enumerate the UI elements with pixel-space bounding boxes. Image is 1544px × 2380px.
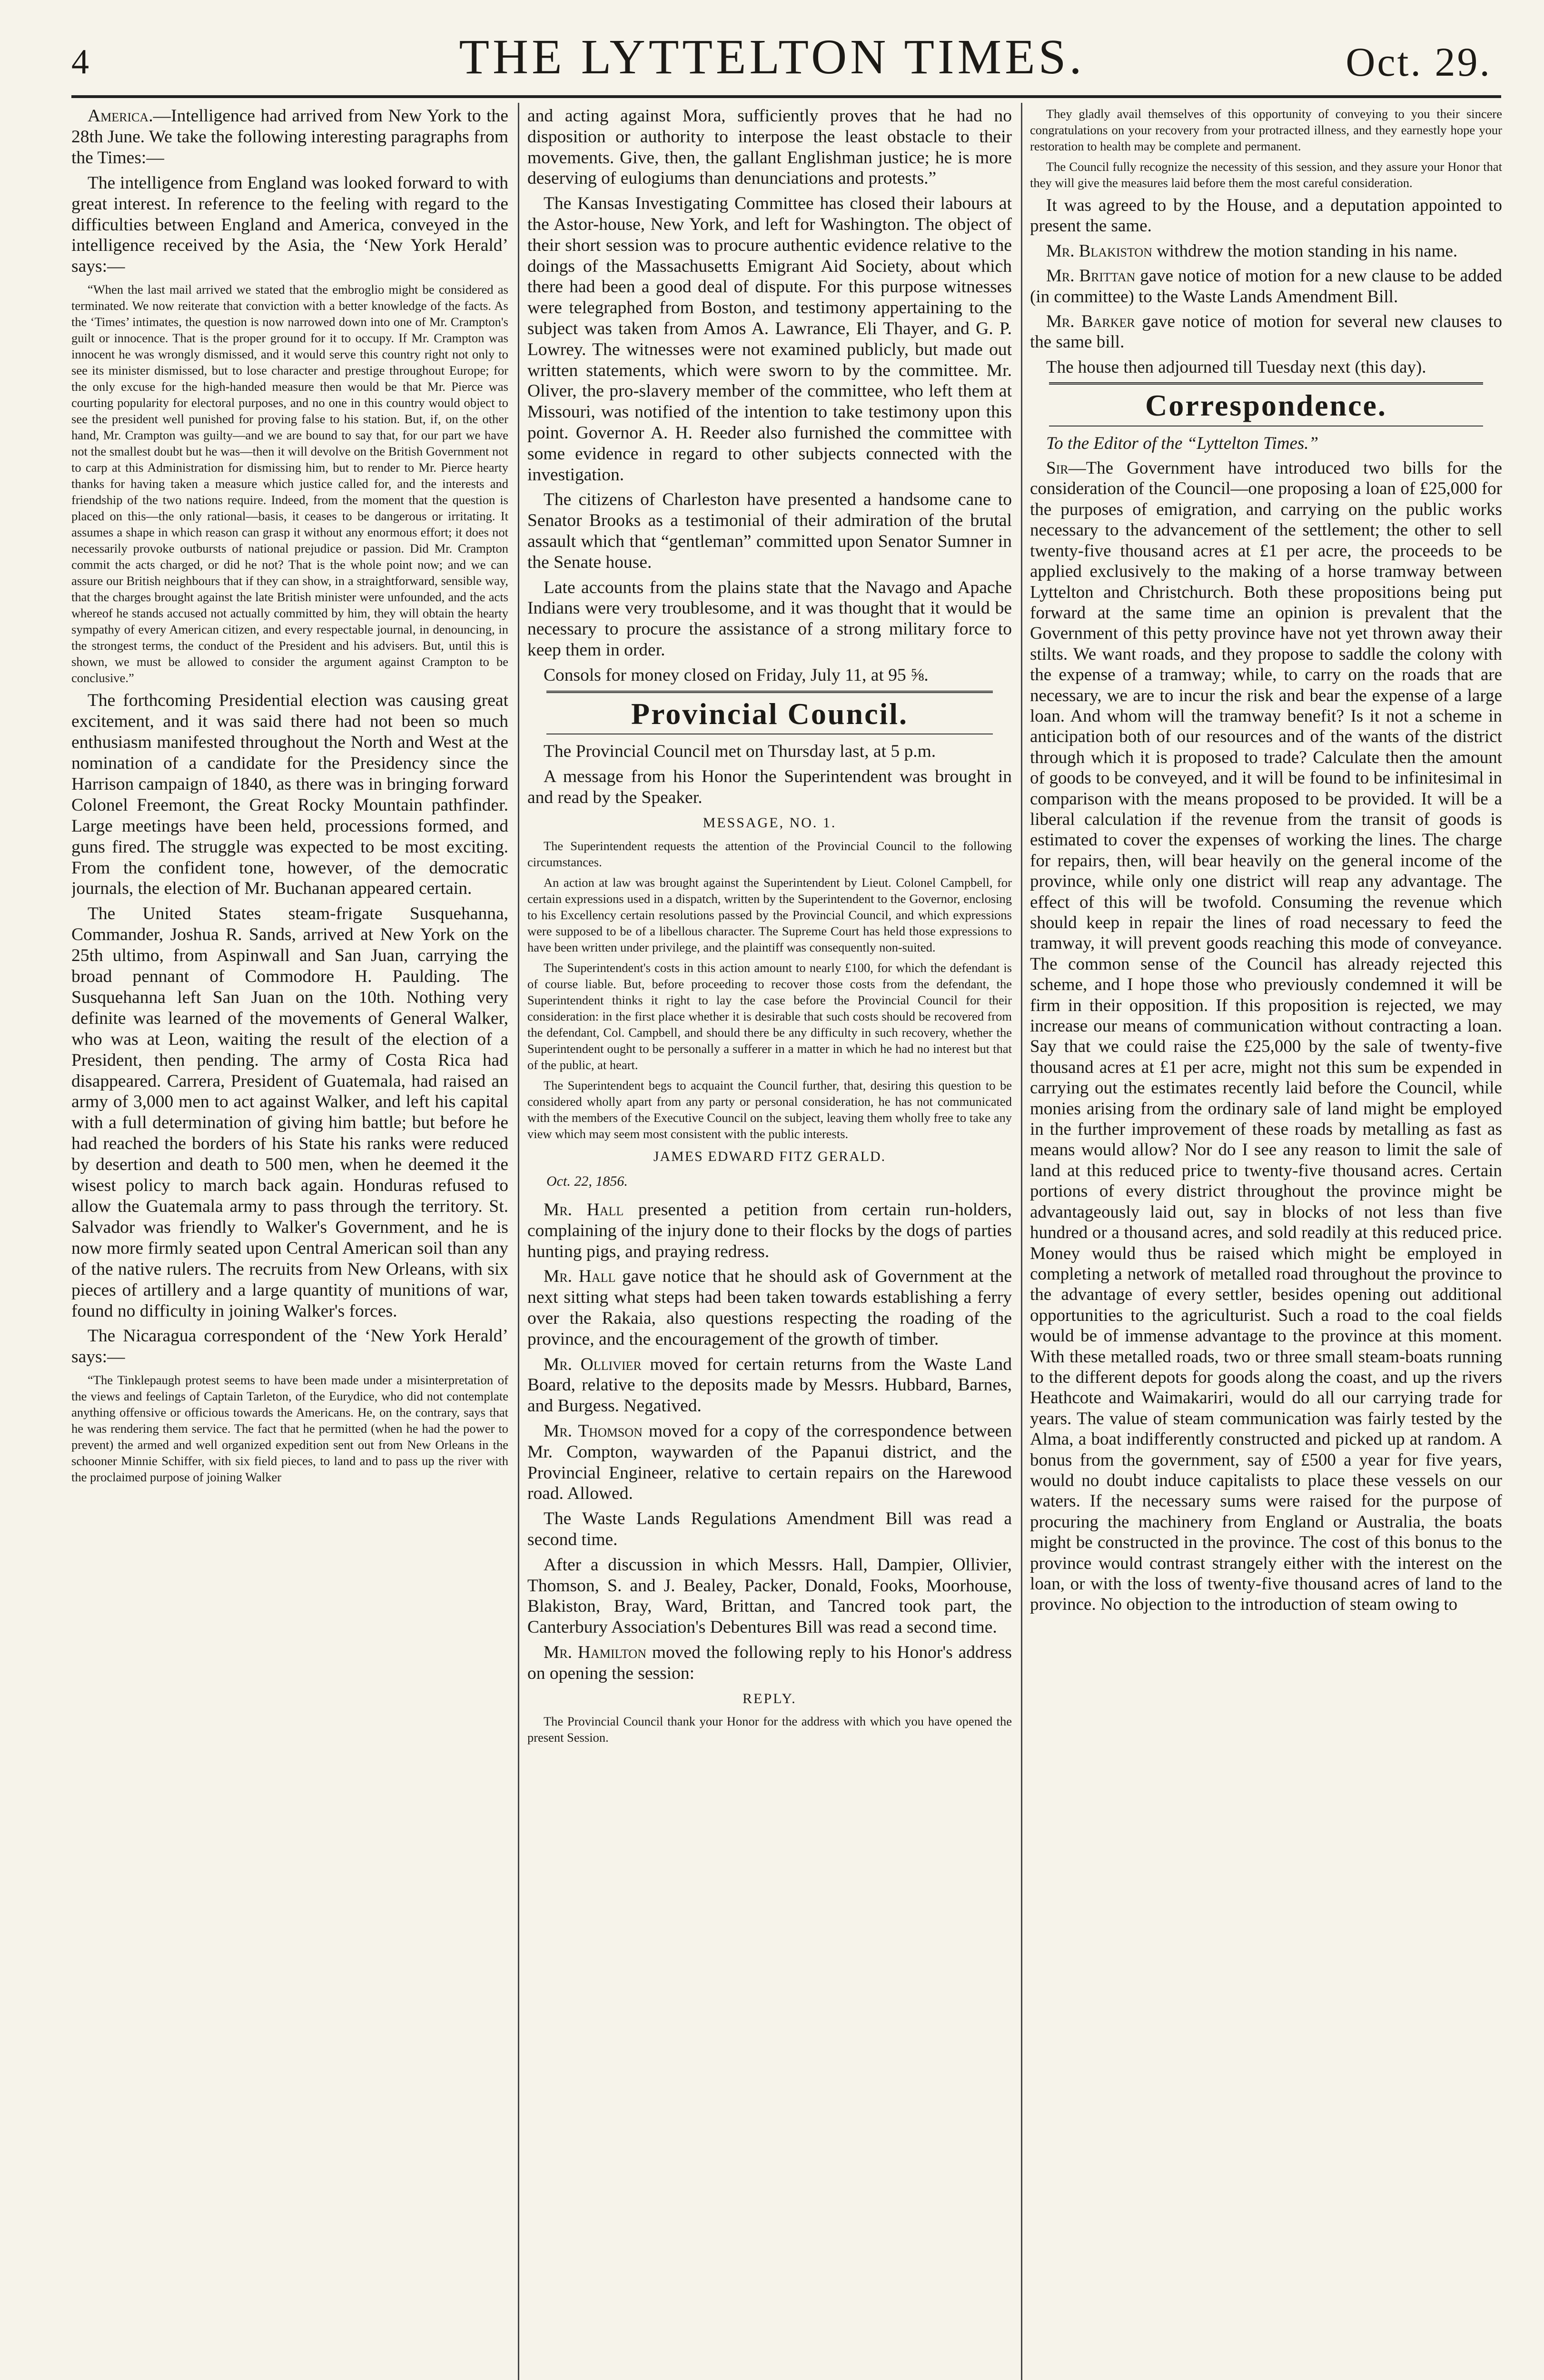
reply-label: REPLY. [742, 1690, 797, 1706]
column-2 [527, 106, 1012, 2380]
message-signature: JAMES EDWARD FITZ GERALD. [653, 1148, 886, 1164]
member-name: Mr. Hall [544, 1200, 624, 1220]
section-heading-text: Provincial Council. [631, 696, 909, 731]
article-paragraph: The intelligence from England was looked forward to with great interest. In reference to the feeling with regard to the difficulties between England and America, conveyed in the intelligence received by the Asia, the ‘New York Herald’ says:— [71, 173, 508, 277]
reply-paragraph: The Provincial Council thank your Honor for the address with which you have opened the present Session. [527, 1714, 1012, 1745]
article-paragraph [527, 1421, 1012, 1504]
paragraph-text: gave notice of motion for several new clauses to the same bill. [1030, 312, 1502, 352]
paragraph-text: gave notice that he should ask of Government at the next sitting what steps had been taken towards establishing a ferry over the Rakaia, also questions respecting the roading of the province, and the encouragement of the growth of timber. [527, 1267, 1012, 1349]
section-heading-correspondence [1030, 388, 1502, 423]
paragraph-text: —Intelligence had arrived from New York to the 28th June. We take the following interesting paragraphs from the Times:— [71, 106, 508, 168]
column-3 [1030, 106, 1502, 2380]
masthead-title: THE LYTTELTON TIMES. [459, 30, 1085, 84]
article-paragraph: and acting against Mora, sufficiently proves that he had no disposition or authority to interpose the least obstacle to their movements. Give, then, the gallant Englishman justice; he is more deserving of eulogiums than denunciations and protests.” [527, 106, 1012, 188]
member-name: Mr. Brittan [1046, 266, 1136, 286]
issue-date: Oct. 29. [1346, 39, 1492, 85]
article-paragraph: The forthcoming Presidential election was causing great excitement, and it was said there had not been so much enthusiasm manifested throughout the North and West at the nomination of a candidate for the Presidency since the Harrison campaign of 1840, as there was in bringing forward Colonel Freemont, the Great Rocky Mountain pathfinder. Large meetings have been held, processions formed, and guns fired. The struggle was expected to be most exciting. From the confident tone, however, of the democratic journals, the election of Mr. Buchanan appeared certain. [71, 691, 508, 899]
article-paragraph [71, 106, 508, 169]
letter-sir: Sir [1046, 458, 1069, 478]
member-name: Mr. Hall [544, 1267, 616, 1287]
section-heading-provincial-council [527, 696, 1012, 731]
section-heading-text: Correspondence. [1145, 388, 1387, 423]
article-paragraph [527, 1200, 1012, 1262]
letter-salutation: To the Editor of the “Lyttelton Times.” [1046, 433, 1319, 453]
article-paragraph: The Kansas Investigating Committee has closed their labours at the Astor-house, New York, and left for Washington. The object of their short session was to procure authentic evidence relative to the doings of the Massachusetts Emigrant Aid Society, about which there had been a good deal of dispute. For this purpose witnesses were telegraphed from Boston, and testimony appertaining to the subject was taken from Amos A. Lawrance, Eli Thayer, and G. P. Lowrey. The witnesses were not examined publicly, but made out written statements, which were sworn to by the committee. Mr. Oliver, the pro-slavery member of the committee, who left them at Missouri, was notified of the intention to take testimony upon this point. Governor A. H. Reeder also furnished the committee with some evidence in regard to other subjects connected with the investigation. [527, 194, 1012, 485]
article-paragraph [527, 1354, 1012, 1417]
paragraph-text: —The Government have introduced two bills for the consideration of the Council—one proposing a loan of £25,000 for the purposes of emigration, and carrying on the public works necessary to the advancement of the settlement; the other to sell twenty-five thousand acres at £1 per acre, the proceeds to be applied exclusively to the making of a horse tramway between Lyttelton and Christchurch. Both these propositions being put forward at the same time an opinion is prevalent that the Government of this petty province have not yet thrown away their stilts. We want roads, and they propose to saddle the colony with the expense of a tramway; while, to carry on the roads that are necessary, we are to incur the risk and bear the expense of a large loan. And whom will the tramway benefit? Is it not a scheme in anticipation both of our resources and of the wants of the district through which it is proposed to trade? Calculate then the amount of goods to be conveyed, and it will be found to be infinitesimal in comparison with the means proposed to be provided. It will be a liberal calculation if the revenue from the transit of goods is estimated to cover the expenses of working the lines. The charge for repairs, then, will bear heavily on the general income of the province, while only one district will reap any advantage. The effect of this will be twofold. Consuming the revenue which should keep in repair the lines of road necessary to feed the tramway, it will prevent goods reaching this mode of conveyance. The common sense of the Council has already rejected this scheme, and I hope those who previously condemned it will be firm in their opposition. If this proposition is rejected, we may increase our means of communication without contracting a loan. Say that we could raise the £25,000 by the sale of twenty-five thousand acres at £1 per acre, might not this sum be expended in carrying out the estimates recently laid before the Council, while monies arising from the ordinary sale of land might be employed in the further improvement of these roads by metalling as fast as means would allow? Nor do I see any reason to limit the sale of land at this reduced price to twenty-five thousand acres. Certain portions of every district throughout the province might be advantageously laid out, say in blocks of not less than five hundred or a thousand acres, and sold readily at this reduced price. Money would thus be raised which might be employed in completing a network of metalled road throughout the province to the advantage of every settler, besides opening out additional opportunities to the agriculturist. Such a road to the coal fields would be of immense advantage to the province at this moment. With these metalled roads, two or three small steam-boats running to the different depots for goods along the coast, and up the rivers Heathcote and Waimakariri, would do all our carrying trade for years. The value of steam communication was fairly tested by the Alma, a boat indifferently constructed and picked up at random. A bonus from the government, say of £500 a year for five years, would no doubt induce capitalists to place these vessels on our waters. If the necessary sums were raised for the purpose of procuring the machinery from England or Australia, the boats might be constructed in the province. The cost of this bonus to the province would contrast strangely either with the interest on the loan, or with the loss of twenty-five thousand acres of land to the province. No objection to the introduction of steam owing to [1030, 458, 1502, 1615]
article-paragraph [527, 1642, 1012, 1684]
header-rule [71, 95, 1501, 98]
message-paragraph: The Superintendent's costs in this action amount to nearly £100, for which the defendant is of course liable. But, before proceeding to recover those costs from the defendant, the Superintendent thinks it right to lay the case before the Provincial Council for their consideration: in the first place whether it is desirable that such costs should be recovered from the defendant, Col. Campbell, and should there be any difficulty in such recovery, whether the Superintendent ought to be personally a sufferer in a matter in which he had no interest but that of the public, at heart. [527, 960, 1012, 1072]
column-divider [1021, 103, 1022, 2380]
article-paragraph [1030, 241, 1502, 261]
section-rule [1049, 382, 1483, 385]
member-name: Mr. Thomson [544, 1421, 643, 1441]
member-name: Mr. Hamilton [544, 1643, 646, 1663]
letter-body [1030, 458, 1502, 1615]
article-paragraph: The Nicaragua correspondent of the ‘New York Herald’ says:— [71, 1326, 508, 1367]
article-paragraph [527, 1266, 1012, 1349]
page-number: 4 [71, 42, 89, 81]
message-paragraph: The Superintendent requests the attention of the Provincial Council to the following circumstances. [527, 838, 1012, 869]
paragraph-text: moved for a copy of the correspondence between Mr. Compton, waywarden of the Papanui district, and the Provincial Engineer, relative to certain repairs on the Harewood road. Allowed. [527, 1421, 1012, 1504]
column-divider [518, 103, 519, 2380]
article-paragraph: Consols for money closed on Friday, July 11, at 95 ⅝. [544, 665, 929, 685]
section-lead-word: America. [88, 106, 153, 126]
article-paragraph: The United States steam-frigate Susquehanna, Commander, Joshua R. Sands, arrived at New York on the 25th ultimo, from Aspinwall and San Juan, carrying the broad pennant of Commodore H. Paulding. The Susquehanna left San Juan on the 10th. Nothing very definite was learned of the movements of General Walker, who was at Leon, waiting the result of the election of a President, then pending. The army of Costa Rica had disappeared. Carrera, President of Guatemala, had raised an army of 3,000 men to act against Walker, and left his capital with a full determination of giving him battle; but before he had reached the borders of his State his ranks were reduced by desertion and death to 500 men, when he deemed it the wisest policy to march back again. Honduras refused to allow the Guatemala army to pass through the territory. St. Salvador was friendly to Walker's Government, and he is now more firmly seated upon Central American soil than any of the native rulers. The recruits from New Orleans, with six pieces of artillery and a large quantity of munitions of war, found no difficulty in joining Walker's forces. [71, 904, 508, 1321]
paragraph-text: moved the following reply to his Honor's address on opening the session: [527, 1643, 1012, 1683]
article-paragraph [1030, 266, 1502, 307]
message-paragraph: An action at law was brought against the Superintendent by Lieut. Colonel Campbell, for certain expressions used in a dispatch, written by the Superintendent to the Governor, enclosing to his Excellency certain resolutions passed by the Provincial Council, and which expressions were supposed to be of a libellous character. The Supreme Court has held those expressions to have been written under privilege, and the plaintiff was consequently non-suited. [527, 875, 1012, 954]
message-label: MESSAGE, NO. 1. [703, 814, 837, 831]
article-paragraph: A message from his Honor the Superintendent was brought in and read by the Speaker. [527, 767, 1012, 807]
page-header [0, 0, 1544, 85]
quoted-extract: “The Tinklepaugh protest seems to have been made under a misinterpretation of the views and feelings of Captain Tarleton, of the Eurydice, who did not contemplate anything offensive or officious towards the Americans. He, on the contrary, says that he was rendering them service. The fact that he permitted (when he had the power to prevent) the armed and well organized expedition sent out from New Orleans in the schooner Minnie Schiffer, with six field pieces, to land and to pass up the river with the proclaimed purpose of joining Walker [71, 1373, 508, 1485]
paragraph-text: withdrew the motion standing in his name. [1152, 241, 1458, 261]
reply-paragraph: They gladly avail themselves of this opportunity of conveying to you their sincere congratulations on your recovery from your protracted illness, and they earnestly hope your restoration to health may be complete and permanent. [1030, 107, 1502, 153]
quoted-extract: “When the last mail arrived we stated that the embroglio might be considered as terminated. We now reiterate that conviction with a better knowledge of the facts. As the ‘Times’ intimates, the question is now narrowed down into one of Mr. Crampton's guilt or innocence. That is the proper ground for it to occupy. If Mr. Crampton was innocent he was wrongly dismissed, and it would serve this country right not only to see its minister dismissed, but to lose character and prestige throughout Europe; for the only excuse for the high-handed measure then would be that Mr. Pierce was courting popularity for electoral purposes, and no one in this country would object to see the president well punished for proving false to his station. But, if, on the other hand, Mr. Crampton was guilty—and we are bound to say that, for our part we have not the smallest doubt but he was—then it will devolve on the British Government not to carp at this Administration for dismissing him, but to render to Mr. Pierce hearty thanks for having taken a measure which justice called for, and the interests and friendship of the two nations require. Indeed, from the moment that the question is placed on this—the only rational—basis, it ceases to be dangerous or irritating. It assumes a shape in which reason can grasp it without any enormous effort; it does not necessarily provoke outbursts of national prejudice or passion. Did Mr. Crampton commit the acts charged, or did he not? That is the whole point now; and we can assure our British neighbours that if they can show, in a straightforward, sensible way, that the charges brought against the late British minister were unfounded, and the acts whereof he stands accused not actually committed by him, they will obtain the hearty sympathy of every American citizen, and every respectable journal, in denouncing, in the strongest terms, the conduct of the President and his advisers. But, until this is shown, we must be allowed to consider the argument against Crampton to be conclusive.” [71, 282, 508, 685]
article-paragraph [1030, 311, 1502, 353]
reply-paragraph: The Council fully recognize the necessity of this session, and they assure your Honor that they will give the measures laid before them the most careful consideration. [1030, 159, 1502, 190]
member-name: Mr. Barker [1046, 312, 1135, 332]
paragraph-text: gave notice of motion for a new clause to be added (in committee) to the Waste Lands Amendment Bill. [1030, 266, 1502, 307]
article-paragraph: The house then adjourned till Tuesday next (this day). [1046, 357, 1426, 377]
article-paragraph: The citizens of Charleston have presented a handsome cane to Senator Brooks as a testimonial of their admiration of the brutal assault which that “gentleman” committed upon Senator Sumner in the Senate house. [527, 490, 1012, 572]
member-name: Mr. Ollivier [544, 1354, 642, 1374]
member-name: Mr. Blakiston [1046, 241, 1152, 261]
article-paragraph: It was agreed to by the House, and a deputation appointed to present the same. [1030, 196, 1502, 236]
message-paragraph: The Superintendent begs to acquaint the Council further, that, desiring this question to be considered wholly apart from any party or personal consideration, he has not communicated with the members of the Executive Council on the subject, leaving them wholly free to take any view which may seem most consistent with the public interests. [527, 1078, 1012, 1141]
paragraph-text: moved for certain returns from the Waste Land Board, relative to the deposits made by Messrs. Hubbard, Barnes, and Burgess. Negatived. [527, 1354, 1012, 1416]
article-paragraph: The Waste Lands Regulations Amendment Bill was read a second time. [527, 1509, 1012, 1550]
column-1 [71, 106, 508, 2380]
section-rule [546, 691, 993, 693]
paragraph-text: presented a petition from certain run-holders, complaining of the injury done to their flocks by the dogs of parties hunting pigs, and praying redress. [527, 1200, 1012, 1261]
message-date: Oct. 22, 1856. [546, 1173, 628, 1190]
article-paragraph: Late accounts from the plains state that the Navago and Apache Indians were very troublesome, and it was thought that it would be necessary to procure the assistance of a strong military force to keep them in order. [527, 577, 1012, 660]
article-paragraph: The Provincial Council met on Thursday last, at 5 p.m. [544, 742, 936, 762]
article-paragraph: After a discussion in which Messrs. Hall, Dampier, Ollivier, Thomson, S. and J. Bealey, Packer, Donald, Fooks, Moorhouse, Blakiston, Bray, Ward, Brittan, and Tancred took part, the Canterbury Association's Debentures Bill was read a second time. [527, 1555, 1012, 1637]
